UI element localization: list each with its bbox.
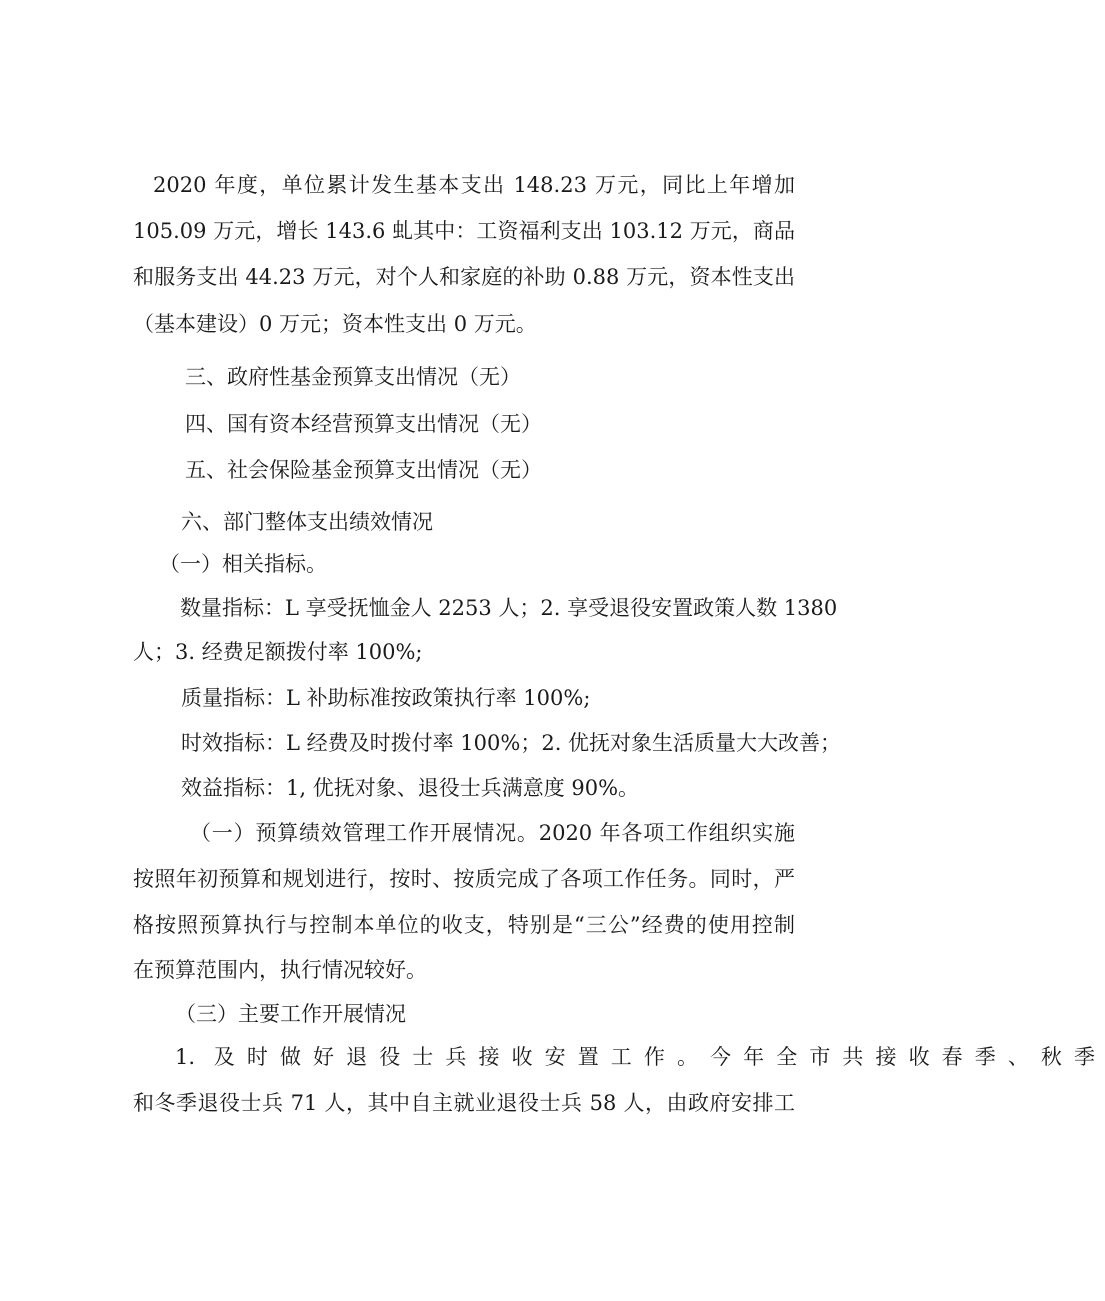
main-work-line-1: 1. 及时做好退役士兵接收安置工作。今年全市共接收春季、秋季 [175, 1045, 1095, 1069]
heading-government-fund: 三、政府性基金预算支出情况（无） [185, 365, 521, 389]
budget-management-line-2: 按照年初预算和规划进行，按时、按质完成了各项工作任务。同时，严 [133, 867, 795, 891]
quantity-indicator-line-1: 数量指标：L 享受抚恤金人 2253 人；2. 享受退役安置政策人数 1380 [180, 596, 838, 620]
benefit-indicator: 效益指标：1, 优抚对象、退役士兵满意度 90%。 [181, 776, 640, 800]
paragraph-expenditure-line-1: 2020 年度，单位累计发生基本支出 148.23 万元，同比上年增加 [153, 173, 795, 197]
heading-performance: 六、部门整体支出绩效情况 [181, 510, 433, 534]
timeliness-indicator: 时效指标：L 经费及时拨付率 100%；2. 优抚对象生活质量大大改善； [181, 731, 842, 755]
paragraph-expenditure-line-2: 105.09 万元，增长 143.6 虬其中：工资福利支出 103.12 万元，商品 [133, 219, 795, 243]
main-work-line-2: 和冬季退役士兵 71 人，其中自主就业退役士兵 58 人，由政府安排工 [133, 1091, 795, 1115]
budget-management-line-4: 在预算范围内，执行情况较好。 [133, 958, 427, 982]
quantity-indicator-line-2: 人；3. 经费足额拨付率 100%; [133, 640, 423, 664]
budget-management-line-1: （一）预算绩效管理工作开展情况。2020 年各项工作组织实施 [190, 821, 795, 845]
heading-related-indicators: （一）相关指标。 [159, 552, 327, 576]
paragraph-expenditure-line-4: （基本建设）0 万元；资本性支出 0 万元。 [133, 312, 537, 336]
heading-state-capital: 四、国有资本经营预算支出情况（无） [185, 412, 542, 436]
budget-management-line-3: 格按照预算执行与控制本单位的收支，特别是“三公”经费的使用控制 [133, 913, 795, 937]
quality-indicator: 质量指标：L 补助标准按政策执行率 100%; [181, 686, 591, 710]
heading-social-insurance: 五、社会保险基金预算支出情况（无） [185, 458, 542, 482]
paragraph-expenditure-line-3: 和服务支出 44.23 万元，对个人和家庭的补助 0.88 万元，资本性支出 [133, 265, 795, 289]
heading-main-work: （三）主要工作开展情况 [175, 1002, 406, 1026]
